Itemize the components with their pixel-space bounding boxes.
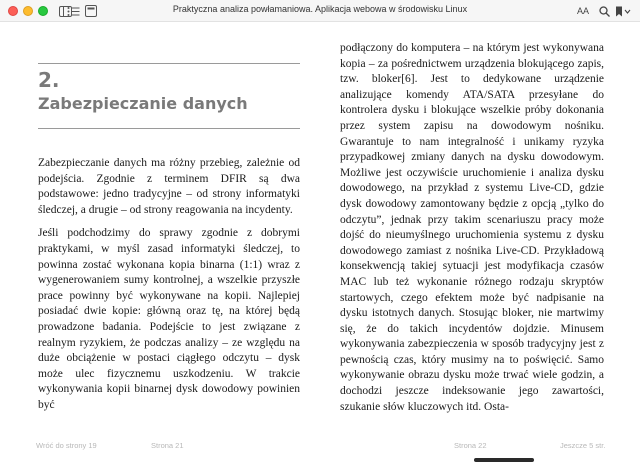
left-page-text — [38, 156, 300, 422]
title-bar — [0, 0, 640, 22]
paragraph: Zabezpieczanie danych ma różny przebieg, zależnie od podejścia. Zgodnie z terminem DFIR są dwa podstawowe: jedno tradycyjne – od strony informatyki śledczej, a drugie – od strony reagowania na incydenty. — [38, 157, 300, 216]
chapter-divider — [38, 128, 300, 129]
left-page-number: Strona 21 — [151, 441, 184, 450]
list-icon[interactable] — [66, 4, 80, 18]
pages-remaining: Jeszcze 5 str. — [560, 441, 606, 450]
search-icon[interactable] — [597, 4, 611, 18]
chapter-number: 2. — [38, 68, 60, 92]
maximize-window-button[interactable] — [38, 6, 48, 16]
book-icon[interactable] — [84, 4, 98, 18]
right-page-number: Strona 22 — [454, 441, 487, 450]
close-window-button[interactable] — [8, 6, 18, 16]
right-page — [340, 22, 604, 437]
minimize-window-button[interactable] — [23, 6, 33, 16]
paragraph: podłączony do komputera – na którym jest wykonywana kopia – za pośrednictwem urządzenia blokującego zapis, tzw. bloker[6]. Jest to dedykowane urządzenie analizujące komendy ATA/SATA przesyłane do kontrolera dysku i blokujące wszelkie próby dokonania przez system zapisu na dowodowym nośniku. Gwarantuje to nam integralność i unikamy ryzyka przypadkowej zmiany danych na dysku dowodowym. Możliwe jest oczywiście uruchomienie i analiza dysku dowodowego, na przykład z systemu Live-CD, gdzie dysk dowodowy zamontowany będzie z opcją „tylko do odczytu”, jednak przy takim scenariuszu pracy może dojść do nieumyślnego uruchomienia systemu z dysku dowodowego zamiast z nośnika Live-CD. Przykładową konsekwencją takiej sytuacji jest modyfikacja czasów MAC lub też wykonanie różnego rodzaju skryptów startowych, czego efektem może być nadpisanie na dysku istotnych danych. Stosując bloker, nie martwimy się, że do takich incydentów dojdzie. Minusem wykonywania zabezpieczenia w sposób tradycyjny jest z pewnością czas, który musimy na to poświęcić. Samo wykonywanie obrazu dysku może trwać wiele godzin, a dochodzi jeszcze indeksowanie jego zawartości, szukanie słów kluczowych itd. Osta- — [340, 42, 604, 413]
home-indicator — [474, 458, 534, 462]
chapter-divider — [38, 63, 300, 64]
right-page-text — [340, 41, 604, 423]
paragraph: Jeśli podchodzimy do sprawy zgodnie z dobrymi praktykami, w myśl zasad informatyki śledczej, to powinna zostać wykonana kopia binarna (1:1) wraz z wygenerowaniem sumy kontrolnej, a wszelkie przyszłe prace powinny być wykonywane na kopii. Najlepiej posiadać dwie kopie: główną oraz tę, na której będą prowadzone badania. Podejście to jest związane z realnym ryzykiem, że podczas analizy – ze względu na duże obciążenie w postaci ciągłego odczytu – dysk może ulec fizycznemu uszkodzeniu. W trakcie wykonywania kopii binarnej dysk dowodowy powinien być — [38, 227, 300, 411]
left-page — [38, 22, 300, 437]
window-title: Praktyczna analiza powłamaniowa. Aplikacja webowa w środowisku Linux — [172, 4, 468, 14]
bookmark-icon[interactable] — [614, 4, 632, 18]
font-size-icon[interactable]: AA — [576, 6, 589, 16]
chapter-title: Zabezpieczanie danych — [38, 94, 248, 113]
back-to-page-link[interactable]: Wróć do strony 19 — [36, 441, 97, 450]
